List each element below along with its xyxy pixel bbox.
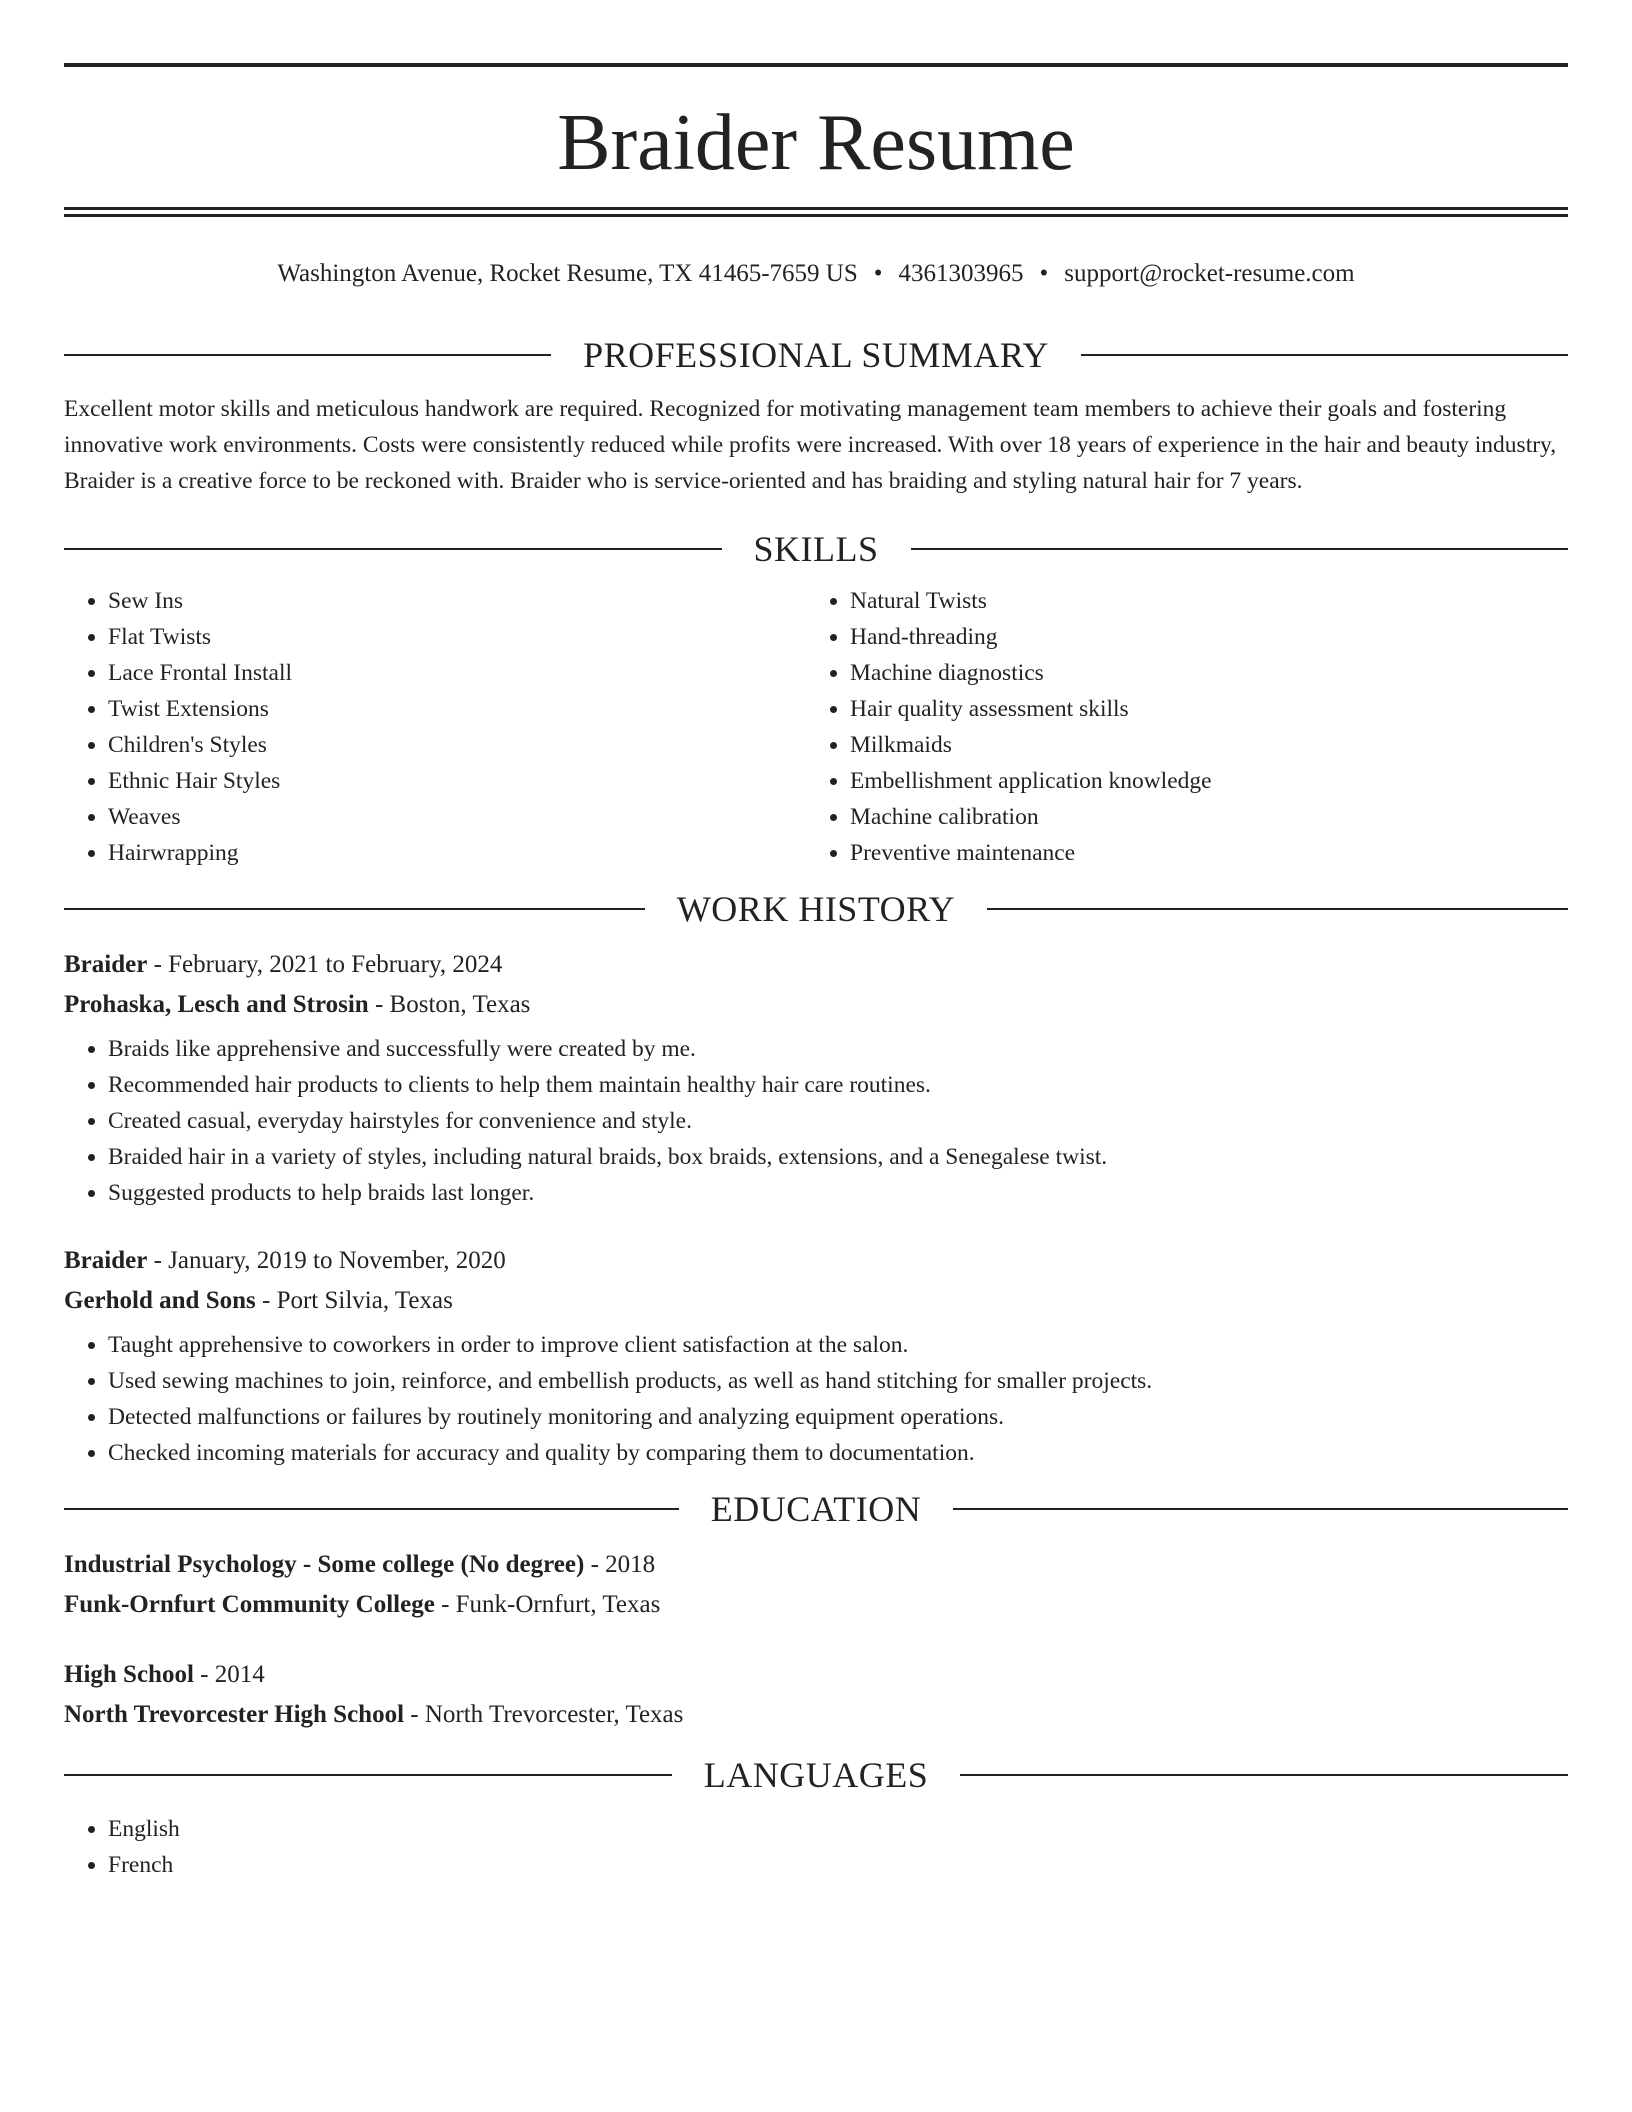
heading-rule [64, 908, 645, 910]
list-item: • Children's Styles [108, 727, 806, 763]
section-title: PROFESSIONAL SUMMARY [583, 335, 1049, 375]
languages-list [64, 1811, 1568, 1883]
section-heading-languages [64, 1755, 1568, 1795]
list-item: • Flat Twists [108, 619, 806, 655]
job-role: Braider [64, 1247, 148, 1274]
top-rule [64, 63, 1568, 67]
list-item: • Hair quality assessment skills [850, 691, 1548, 727]
list-item: • Hand-threading [850, 619, 1548, 655]
contact-phone: 4361303965 [898, 260, 1024, 287]
education-location: - Funk-Ornfurt, Texas [434, 1591, 661, 1618]
job-title-line [64, 1241, 1568, 1281]
summary-text: Excellent motor skills and meticulous handwork are required. Recognized for motivating management team members to achieve their goals and fostering innovative work environments. Costs were consistently reduced while profits were increased. With over 18 years of experience in the hair and beauty industry, Braider is a creative force to be reckoned with. Braider who is service-oriented and has braiding and styling natural hair for 7 years. [64, 396, 1557, 494]
list-item: • Embellishment application knowledge [850, 763, 1548, 799]
list-item: • Machine diagnostics [850, 655, 1548, 691]
heading-rule [960, 1774, 1568, 1776]
list-item: • Ethnic Hair Styles [108, 763, 806, 799]
section-heading-summary [64, 335, 1568, 375]
education-entry [64, 1545, 1568, 1625]
list-item: • Created casual, everyday hairstyles for convenience and style. [108, 1103, 1568, 1139]
job-location: - Boston, Texas [368, 991, 531, 1018]
skills-list [64, 583, 1568, 871]
job-title-line [64, 945, 1568, 985]
contact-email: support@rocket-resume.com [1064, 260, 1355, 287]
job-company-line [64, 1281, 1568, 1321]
heading-rule [953, 1508, 1568, 1510]
list-item: • Suggested products to help braids last longer. [108, 1175, 1568, 1211]
job-company-line [64, 985, 1568, 1025]
contact-line [64, 257, 1568, 291]
section-heading-skills [64, 529, 1568, 569]
list-item: • Sew Ins [108, 583, 806, 619]
section-title: WORK HISTORY [676, 889, 956, 929]
job-dates: - February, 2021 to February, 2024 [147, 951, 503, 978]
contact-address: Washington Avenue, Rocket Resume, TX 41465-7659 US [277, 260, 858, 287]
contact-separator: • [873, 260, 883, 287]
list-item: • Used sewing machines to join, reinforce, and embellish products, as well as hand stitching for smaller projects. [108, 1363, 1568, 1399]
skills-column-left [64, 583, 806, 871]
list-item: • Twist Extensions [108, 691, 806, 727]
education-school: Funk-Ornfurt Community College [64, 1591, 435, 1618]
section-title: LANGUAGES [703, 1755, 929, 1795]
job-role: Braider [64, 951, 148, 978]
heading-rule [911, 548, 1569, 550]
list-item: • Recommended hair products to clients to help them maintain healthy hair care routines. [108, 1067, 1568, 1103]
contact-separator: • [1039, 260, 1049, 287]
education-school-line [64, 1695, 1568, 1735]
job-company: Gerhold and Sons [64, 1287, 256, 1314]
job-entry [64, 945, 1568, 1211]
list-item: • Hairwrapping [108, 835, 806, 871]
education-degree: Industrial Psychology - Some college (No degree) [64, 1551, 585, 1578]
heading-rule [64, 354, 551, 356]
education-degree: High School [64, 1661, 194, 1688]
heading-rule [64, 548, 722, 550]
section-title: SKILLS [753, 529, 879, 569]
list-item: • Detected malfunctions or failures by routinely monitoring and analyzing equipment operations. [108, 1399, 1568, 1435]
list-item: • English [108, 1811, 1568, 1847]
heading-rule [64, 1508, 679, 1510]
list-item: • Checked incoming materials for accuracy and quality by comparing them to documentation. [108, 1435, 1568, 1471]
list-item: • Milkmaids [850, 727, 1548, 763]
education-school: North Trevorcester High School [64, 1701, 405, 1728]
list-item: • Braids like apprehensive and successfully were created by me. [108, 1031, 1568, 1067]
education-entry [64, 1655, 1568, 1735]
list-item: • Braided hair in a variety of styles, including natural braids, box braids, extensions, and a Senegalese twist. [108, 1139, 1568, 1175]
list-item: • Lace Frontal Install [108, 655, 806, 691]
list-item: • Machine calibration [850, 799, 1548, 835]
section-heading-education [64, 1489, 1568, 1529]
section-heading-work [64, 889, 1568, 929]
list-item: • Preventive maintenance [850, 835, 1548, 871]
job-location: - Port Silvia, Texas [255, 1287, 453, 1314]
education-degree-line [64, 1655, 1568, 1695]
resume-name: Braider Resume [557, 99, 1075, 187]
heading-rule [987, 908, 1568, 910]
job-entry [64, 1241, 1568, 1471]
job-company: Prohaska, Lesch and Strosin [64, 991, 369, 1018]
education-degree-line [64, 1545, 1568, 1585]
heading-rule [1081, 354, 1568, 356]
list-item: • Natural Twists [850, 583, 1548, 619]
education-location: - North Trevorcester, Texas [404, 1701, 684, 1728]
list-item: • Taught apprehensive to coworkers in order to improve client satisfaction at the salon. [108, 1327, 1568, 1363]
education-school-line [64, 1585, 1568, 1625]
header-double-rule [64, 207, 1568, 217]
job-dates: - January, 2019 to November, 2020 [147, 1247, 506, 1274]
skills-column-right [806, 583, 1548, 871]
heading-rule [64, 1774, 672, 1776]
education-year: - 2018 [584, 1551, 656, 1578]
section-title: EDUCATION [710, 1489, 922, 1529]
list-item: • Weaves [108, 799, 806, 835]
education-year: - 2014 [193, 1661, 265, 1688]
list-item: • French [108, 1847, 1568, 1883]
